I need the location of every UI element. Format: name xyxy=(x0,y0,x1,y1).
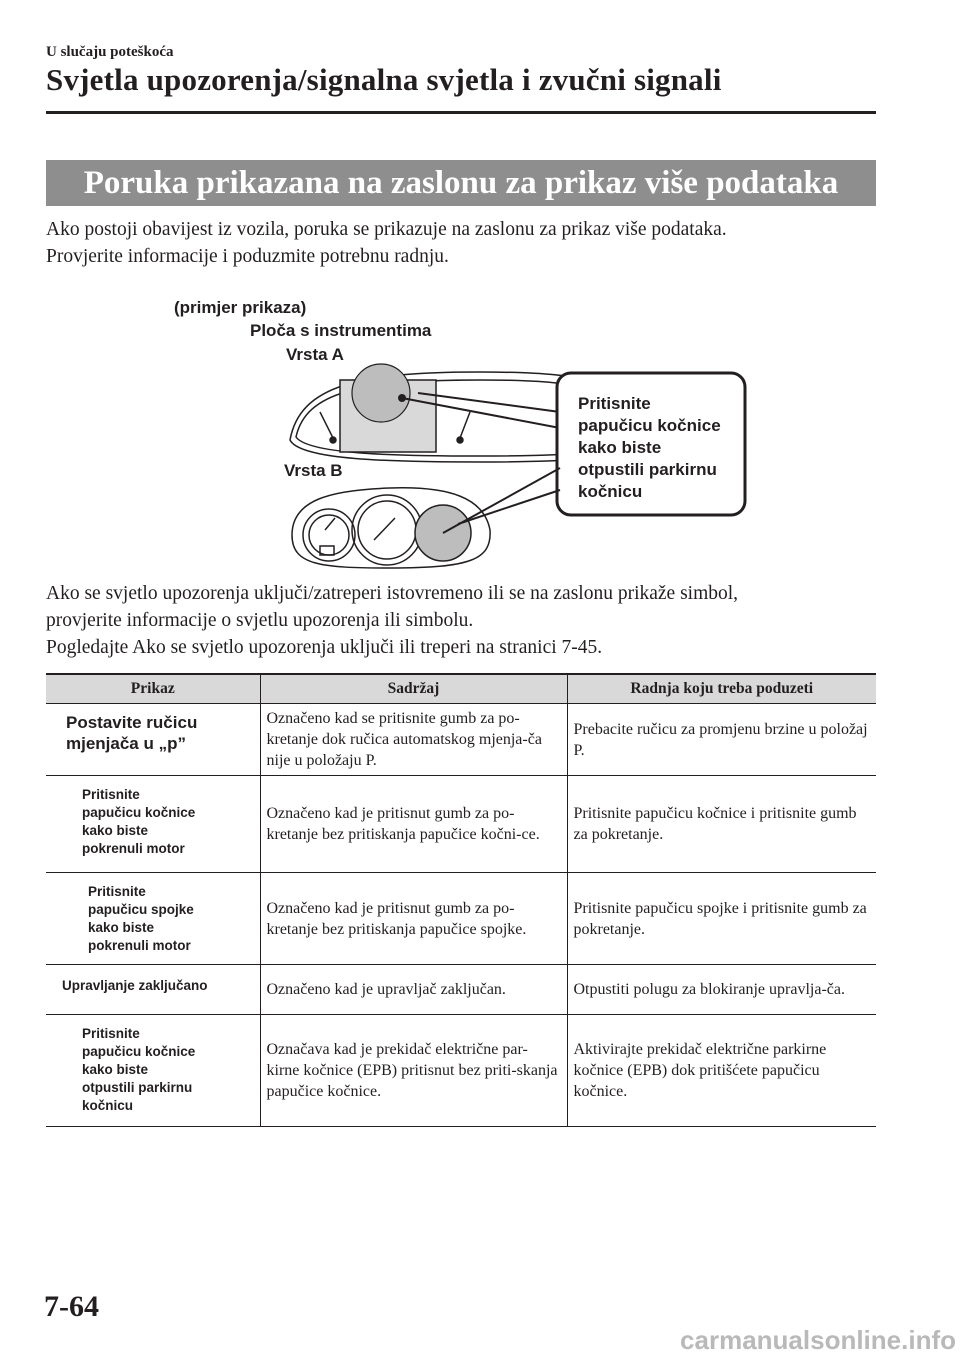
action-cell: Pritisnite papučicu spojke i pritisnite gumb za pokretanje. xyxy=(567,873,876,965)
display-line: Pritisnite xyxy=(88,884,146,899)
breadcrumb: U slučaju poteškoća xyxy=(46,44,174,60)
section-banner: Poruka prikazana na zaslonu za prikaz više podataka xyxy=(46,160,876,206)
display-message xyxy=(46,965,260,1015)
table-header-row xyxy=(46,674,876,704)
header-content: Sadržaj xyxy=(260,674,567,704)
body-paragraph xyxy=(46,580,876,661)
display-line: papučicu spojke xyxy=(88,902,194,917)
action-cell: Otpustiti polugu za blokiranje upravlja-ča. xyxy=(567,965,876,1015)
intro-line: Ako postoji obavijest iz vozila, poruka se prikazuje na zaslonu za prikaz više podataka. xyxy=(46,219,727,240)
table-row xyxy=(46,873,876,965)
type-a-label: Vrsta A xyxy=(286,345,344,364)
table-row xyxy=(46,965,876,1015)
display-line: kočnicu xyxy=(82,1098,134,1113)
callout-text xyxy=(578,393,748,503)
instrument-cluster-illustration xyxy=(0,0,960,600)
display-message xyxy=(46,873,260,965)
callout-line: kako biste xyxy=(578,438,662,457)
display-line: papučicu kočnice xyxy=(82,805,196,820)
body-line: provjerite informacije o svjetlu upozorenja ili simbolu. xyxy=(46,610,474,631)
page-number: 7-64 xyxy=(44,1290,99,1323)
display-message xyxy=(46,704,260,776)
body-line: Pogledajte Ako se svjetlo upozorenja uključi ili treperi na stranici 7-45. xyxy=(46,637,603,658)
action-cell: Aktivirajte prekidač električne parkirne kočnice (EPB) dok pritišćete papučicu kočnice. xyxy=(567,1015,876,1127)
display-line: Upravljanje zaključano xyxy=(62,978,208,993)
content-cell: Označava kad je prekidač električne par-kirne kočnice (EPB) pritisnut bez priti-skanja papučice kočnice. xyxy=(260,1015,567,1127)
content-cell: Označeno kad je pritisnut gumb za po-kretanje bez pritiskanja papučice kočni-ce. xyxy=(260,776,567,873)
display-line: otpustili parkirnu xyxy=(82,1080,193,1095)
action-cell: Pritisnite papučicu kočnice i pritisnite gumb za pokretanje. xyxy=(567,776,876,873)
display-line: kako biste xyxy=(82,823,149,838)
message-table xyxy=(46,673,876,1127)
callout-line: papučicu kočnice xyxy=(578,416,721,435)
callout-line: otpustili parkirnu xyxy=(578,460,717,479)
display-line: Pritisnite xyxy=(82,787,140,802)
content-cell: Označeno kad je upravljač zaključan. xyxy=(260,965,567,1015)
body-line: Ako se svjetlo upozorenja uključi/zatreperi istovremeno ili se na zaslonu prikaže simbol, xyxy=(46,583,739,604)
panel-label: Ploča s instrumentima xyxy=(250,321,432,340)
callout-line: Pritisnite xyxy=(578,394,651,413)
intro-line: Provjerite informacije i poduzmite potrebnu radnju. xyxy=(46,246,449,267)
content-cell: Označeno kad je pritisnut gumb za po-kretanje bez pritiskanja papučice spojke. xyxy=(260,873,567,965)
chapter-title: Svjetla upozorenja/signalna svjetla i zvučni signali xyxy=(46,62,722,97)
display-line: kako biste xyxy=(88,920,155,935)
example-label: (primjer prikaza) xyxy=(174,298,307,317)
header-action: Radnja koju treba poduzeti xyxy=(567,674,876,704)
display-line: Pritisnite xyxy=(82,1026,140,1041)
display-line: pokrenuli motor xyxy=(88,938,191,953)
table-row xyxy=(46,1015,876,1127)
display-message xyxy=(46,776,260,873)
action-cell: Prebacite ručicu za promjenu brzine u položaj P. xyxy=(567,704,876,776)
display-line: papučicu kočnice xyxy=(82,1044,196,1059)
cluster-type-b xyxy=(292,488,490,568)
table-row xyxy=(46,776,876,873)
watermark: carmanualsonline.info xyxy=(680,1325,956,1355)
display-line: mjenjača u „p” xyxy=(66,734,186,753)
header-display: Prikaz xyxy=(46,674,260,704)
display-line: kako biste xyxy=(82,1062,149,1077)
callout-line: kočnicu xyxy=(578,482,643,501)
display-line: pokrenuli motor xyxy=(82,841,185,856)
display-line: Postavite ručicu xyxy=(66,713,198,732)
content-cell: Označeno kad se pritisnite gumb za po-kretanje dok ručica automatskog mjenja-ča nije u položaju P. xyxy=(260,704,567,776)
display-message xyxy=(46,1015,260,1127)
table-row xyxy=(46,704,876,776)
type-b-label: Vrsta B xyxy=(284,461,343,480)
